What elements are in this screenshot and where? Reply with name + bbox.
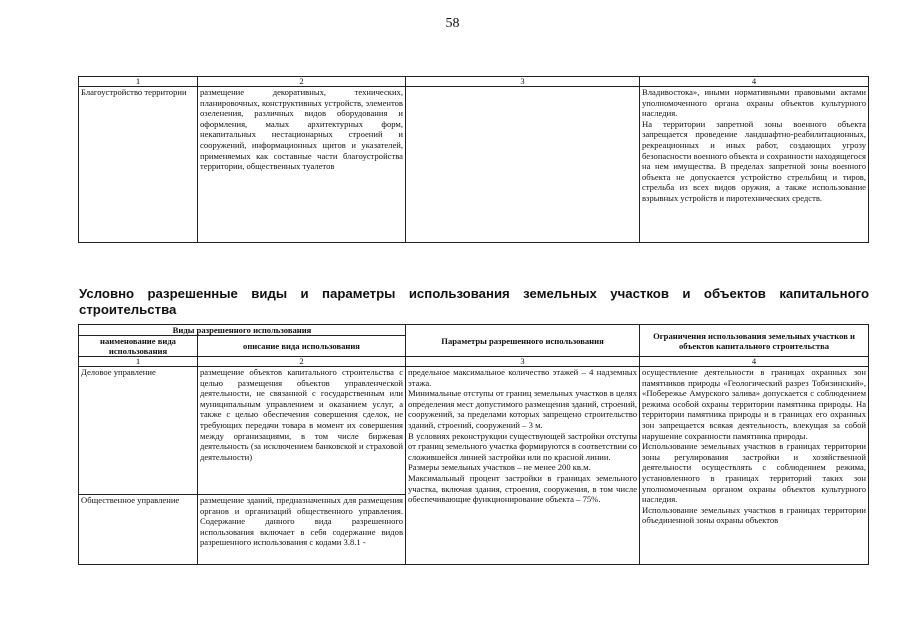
- header-restrictions: Ограничения использования земельных участков и объектов капитального строительства: [640, 325, 869, 357]
- use-description-cell: размещение объектов капитального строительства с целью размещения объектов управленческой деятельности, не связанной с государственным или муниципальным управлением и оказанием услуг, а также с целью обеспечения совершения сделок, не требующих передачи товара в момент их совершения между организациями, в том числе биржевая деятельность (за исключением банковской и страховой деятельности): [198, 367, 406, 495]
- col-number-4: 4: [640, 357, 869, 367]
- use-restrictions-cell: Владивостока», иными нормативными правовыми актами уполномоченного органа охраны объектов культурного наследия. На территории запретной зоны военного объекта запрещается проведение ландшафтно-реабилитационных, рекреационных и иных работ, создающих угрозу безопасности военного объекта и сохранности находящегося на нем имущества. В пределах запретной зоны военного объекта не допускается устройство стрельбищ и тиров, стрельба из всех видов оружия, а также использование взрывных устройств и пиротехнических средств.: [640, 87, 869, 243]
- col-number-3: 3: [406, 357, 640, 367]
- col-number-3: 3: [406, 77, 640, 87]
- header-use-name: наименование вида использования: [79, 336, 198, 357]
- header-use-description: описание вида использования: [198, 336, 406, 357]
- column-number-row: [79, 357, 869, 367]
- section-heading: Условно разрешенные виды и параметры использования земельных участков и объектов капитального строительства: [79, 286, 869, 317]
- col-number-2: 2: [198, 357, 406, 367]
- page-number: 58: [445, 16, 460, 31]
- table-row: [79, 87, 869, 243]
- header-row: [79, 325, 869, 336]
- use-description-cell: размещение зданий, предназначенных для размещения органов и организаций общественного управления. Содержание данного вида разрешенного использования включает в себя содержание видов разрешенного использования с кодами 3.8.1 -: [198, 495, 406, 565]
- header-parameters: Параметры разрешенного использования: [406, 325, 640, 357]
- use-name-cell: Деловое управление: [79, 367, 198, 495]
- column-number-row: [79, 77, 869, 87]
- col-number-4: 4: [640, 77, 869, 87]
- col-number-1: 1: [79, 77, 198, 87]
- use-name-cell: Благоустройство территории: [79, 87, 198, 243]
- col-number-1: 1: [79, 357, 198, 367]
- use-restrictions-cell: осуществление деятельности в границах охранных зон памятников природы «Геологический разрез Тобизинский», «Побережье Амурского залива» допускается с соблюдением режима особой охраны территории памятника природы. На территории памятника природы и в границах его охранных зон запрещается всякая деятельность, влекущая за собой нарушение сохранности памятника природы. Использование земельных участков в границах территории зоны регулирования застройки и хозяйственной деятельности осуществлять с соблюдением режима, установленного в границах территорий таких зон уполномоченным органом охраны объектов культурного наследия. Использование земельных участков в границах территории объединенной зоны охраны объектов: [640, 367, 869, 565]
- conditional-uses-table: [78, 324, 869, 565]
- use-parameters-cell: [406, 87, 640, 243]
- header-use-types: Виды разрешенного использования: [79, 325, 406, 336]
- col-number-2: 2: [198, 77, 406, 87]
- use-name-cell: Общественное управление: [79, 495, 198, 565]
- permitted-uses-table-continued: [78, 76, 869, 243]
- use-parameters-cell: предельное максимальное количество этажей – 4 надземных этажа. Минимальные отступы от границ земельных участков в целях определения мест допустимого размещения зданий, строений, сооружений, за пределами которых запрещено строительство зданий, строений, сооружений – 3 м. В условиях реконструкции существующей застройки отступы от границ земельного участка формируются в соответствии со сложившейся линией застройки или по красной линии. Размеры земельных участков – не менее 200 кв.м. Максимальный процент застройки в границах земельного участка, включая здания, строения, сооружения, в том числе обеспечивающие функционирование объекта – 75%.: [406, 367, 640, 565]
- use-description-cell: размещение декоративных, технических, планировочных, конструктивных устройств, элементов озеленения, различных видов оборудования и оформления, малых архитектурных форм, некапитальных нестационарных строений и сооружений, информационных щитов и указателей, применяемых как составные части благоустройства территории, общественных туалетов: [198, 87, 406, 243]
- table-row: [79, 367, 869, 495]
